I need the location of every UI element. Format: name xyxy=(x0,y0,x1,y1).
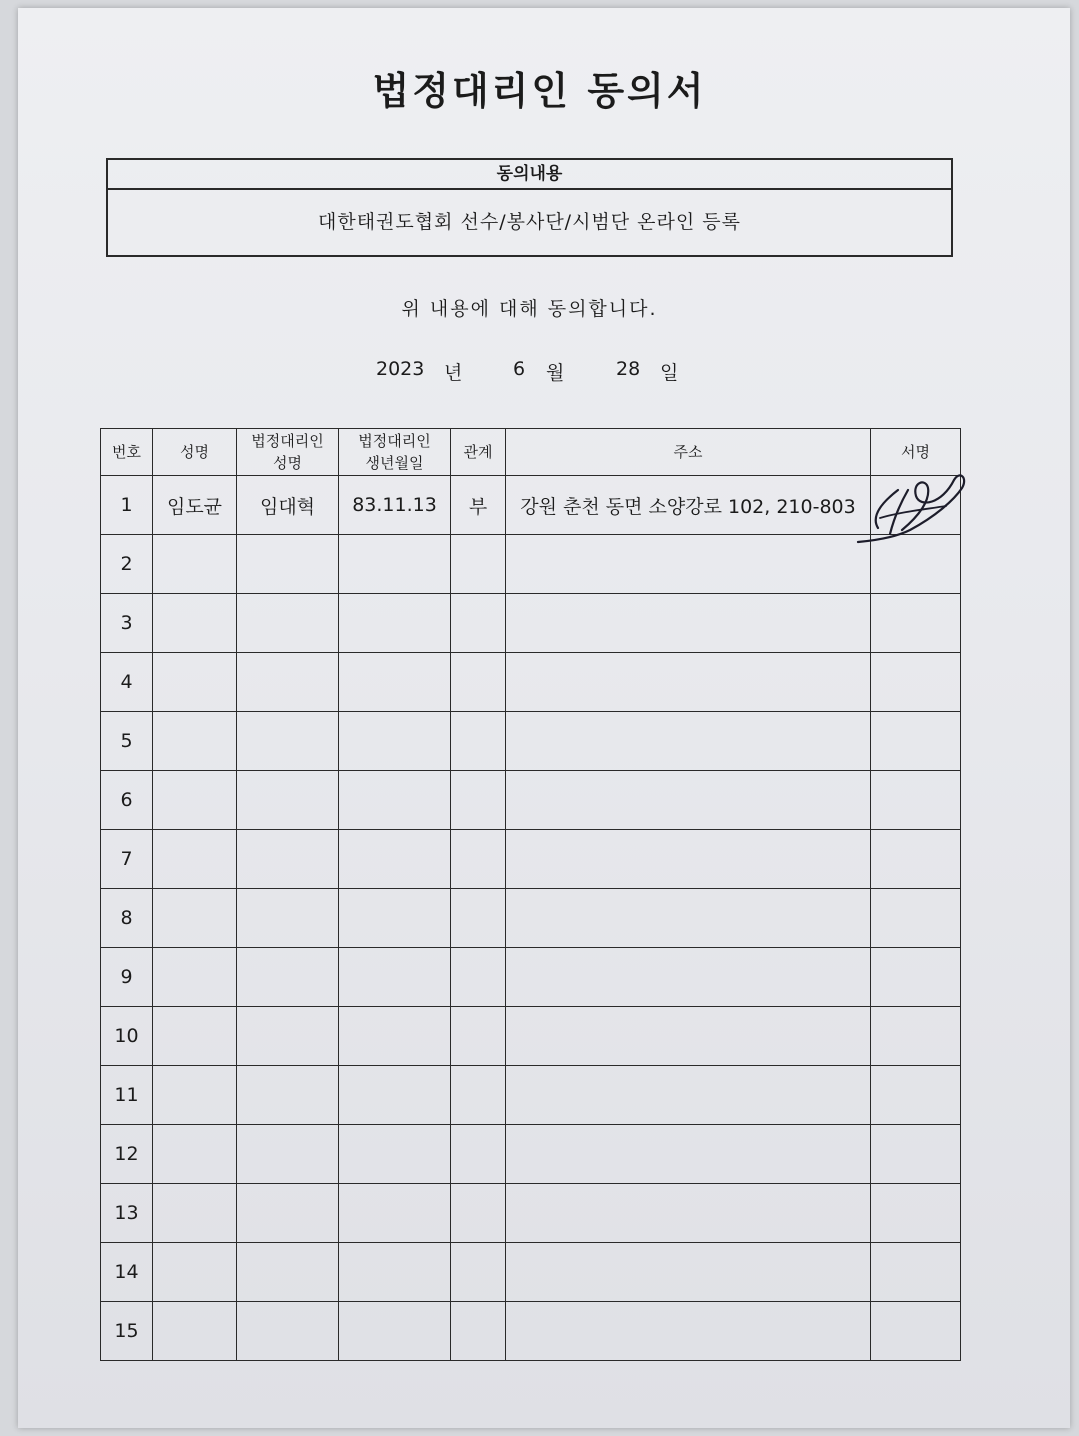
row-guardian-name xyxy=(237,889,339,948)
consent-header: 동의내용 xyxy=(108,160,951,190)
signature-mark xyxy=(850,460,980,550)
row-address xyxy=(506,1007,871,1066)
row-relation xyxy=(451,1302,506,1361)
table-row xyxy=(101,476,961,535)
row-guardian-dob xyxy=(339,830,451,889)
row-guardian-dob xyxy=(339,771,451,830)
row-name xyxy=(153,1066,237,1125)
row-signature-cell xyxy=(871,771,961,830)
guardian-table xyxy=(100,428,961,1361)
date-year: 2023 xyxy=(376,358,425,380)
row-guardian-dob xyxy=(339,653,451,712)
table-row xyxy=(101,594,961,653)
row-address xyxy=(506,653,871,712)
row-address xyxy=(506,948,871,1007)
row-guardian-name xyxy=(237,948,339,1007)
header-address: 주소 xyxy=(506,429,871,476)
consent-content: 대한태권도협회 선수/봉사단/시범단 온라인 등록 xyxy=(317,211,741,233)
row-no: 6 xyxy=(101,771,153,830)
row-guardian-dob xyxy=(339,1125,451,1184)
row-guardian-name xyxy=(237,1007,339,1066)
row-relation xyxy=(451,712,506,771)
row-signature-cell xyxy=(871,1243,961,1302)
row-guardian-dob xyxy=(339,535,451,594)
date-year-unit: 년 xyxy=(444,362,463,384)
row-guardian-dob xyxy=(339,594,451,653)
row-guardian-name xyxy=(237,1302,339,1361)
row-guardian-name xyxy=(237,535,339,594)
header-guardian-name-line2: 성명 xyxy=(273,454,302,472)
row-signature-cell xyxy=(871,712,961,771)
table-row xyxy=(101,889,961,948)
header-guardian-dob xyxy=(339,429,451,476)
date-day: 28 xyxy=(616,358,641,380)
table-row xyxy=(101,712,961,771)
row-no: 15 xyxy=(101,1302,153,1361)
row-guardian-dob xyxy=(339,1302,451,1361)
table-row xyxy=(101,1302,961,1361)
row-no: 11 xyxy=(101,1066,153,1125)
row-no: 4 xyxy=(101,653,153,712)
row-no: 13 xyxy=(101,1184,153,1243)
row-guardian-dob: 83.11.13 xyxy=(339,476,451,535)
row-relation xyxy=(451,653,506,712)
row-relation xyxy=(451,948,506,1007)
row-no: 2 xyxy=(101,535,153,594)
row-name xyxy=(153,948,237,1007)
row-no: 14 xyxy=(101,1243,153,1302)
row-relation xyxy=(451,1243,506,1302)
row-address xyxy=(506,712,871,771)
header-relation: 관계 xyxy=(451,429,506,476)
row-guardian-name xyxy=(237,1184,339,1243)
row-address xyxy=(506,830,871,889)
row-name: 임도균 xyxy=(153,476,237,535)
row-name xyxy=(153,653,237,712)
row-name xyxy=(153,535,237,594)
row-address xyxy=(506,889,871,948)
row-no: 10 xyxy=(101,1007,153,1066)
table-row xyxy=(101,1243,961,1302)
row-address xyxy=(506,1302,871,1361)
row-guardian-dob xyxy=(339,1066,451,1125)
header-name: 성명 xyxy=(153,429,237,476)
table-row xyxy=(101,771,961,830)
row-address xyxy=(506,771,871,830)
row-signature-cell xyxy=(871,1007,961,1066)
row-guardian-name xyxy=(237,594,339,653)
row-name xyxy=(153,1243,237,1302)
row-no: 9 xyxy=(101,948,153,1007)
row-guardian-dob xyxy=(339,1007,451,1066)
row-relation xyxy=(451,594,506,653)
table-row xyxy=(101,1066,961,1125)
row-no: 1 xyxy=(101,476,153,535)
row-no: 12 xyxy=(101,1125,153,1184)
row-relation xyxy=(451,771,506,830)
row-guardian-name xyxy=(237,1066,339,1125)
row-guardian-name xyxy=(237,830,339,889)
document-title: 법정대리인 동의서 xyxy=(372,69,707,113)
row-guardian-dob xyxy=(339,712,451,771)
row-name xyxy=(153,1125,237,1184)
row-signature-cell xyxy=(871,1302,961,1361)
header-signature: 서명 xyxy=(871,429,961,476)
row-no: 7 xyxy=(101,830,153,889)
row-name xyxy=(153,1007,237,1066)
row-relation xyxy=(451,1184,506,1243)
row-name xyxy=(153,1184,237,1243)
row-guardian-dob xyxy=(339,1243,451,1302)
table-row xyxy=(101,948,961,1007)
row-relation xyxy=(451,1007,506,1066)
header-guardian-dob-line1: 법정대리인 xyxy=(358,432,431,450)
row-name xyxy=(153,830,237,889)
table-row xyxy=(101,535,961,594)
row-signature-cell xyxy=(871,830,961,889)
row-address xyxy=(506,535,871,594)
row-name xyxy=(153,1302,237,1361)
row-no: 8 xyxy=(101,889,153,948)
row-name xyxy=(153,771,237,830)
row-relation xyxy=(451,535,506,594)
row-guardian-dob xyxy=(339,1184,451,1243)
table-header-row xyxy=(101,429,961,476)
row-relation xyxy=(451,1066,506,1125)
row-signature-cell xyxy=(871,889,961,948)
row-guardian-name xyxy=(237,712,339,771)
row-address xyxy=(506,594,871,653)
row-name xyxy=(153,712,237,771)
row-guardian-name: 임대혁 xyxy=(237,476,339,535)
date-month-unit: 월 xyxy=(546,362,565,384)
row-relation xyxy=(451,1125,506,1184)
header-guardian-name-line1: 법정대리인 xyxy=(251,432,324,450)
header-no: 번호 xyxy=(101,429,153,476)
row-name xyxy=(153,594,237,653)
row-guardian-name xyxy=(237,653,339,712)
row-address xyxy=(506,1184,871,1243)
agreement-statement: 위 내용에 대해 동의합니다. xyxy=(401,298,658,320)
date-month: 6 xyxy=(513,358,526,380)
row-signature-cell xyxy=(871,1184,961,1243)
row-guardian-name xyxy=(237,1243,339,1302)
table-row xyxy=(101,1184,961,1243)
row-guardian-name xyxy=(237,1125,339,1184)
row-signature-cell xyxy=(871,1066,961,1125)
header-guardian-dob-line2: 생년월일 xyxy=(365,454,424,472)
row-guardian-dob xyxy=(339,889,451,948)
row-guardian-name xyxy=(237,771,339,830)
table-row xyxy=(101,830,961,889)
row-guardian-dob xyxy=(339,948,451,1007)
row-signature-cell xyxy=(871,594,961,653)
row-no: 5 xyxy=(101,712,153,771)
consent-box xyxy=(106,158,953,257)
date-day-unit: 일 xyxy=(660,362,679,384)
table-row xyxy=(101,653,961,712)
row-signature-cell xyxy=(871,948,961,1007)
header-guardian-name xyxy=(237,429,339,476)
row-relation xyxy=(451,830,506,889)
table-row xyxy=(101,1125,961,1184)
table-row xyxy=(101,1007,961,1066)
row-address xyxy=(506,1243,871,1302)
row-relation: 부 xyxy=(451,476,506,535)
row-signature-cell xyxy=(871,653,961,712)
row-address xyxy=(506,1125,871,1184)
row-address: 강원 춘천 동면 소양강로 102, 210-803 xyxy=(506,476,871,535)
row-signature-cell xyxy=(871,1125,961,1184)
row-address xyxy=(506,1066,871,1125)
row-no: 3 xyxy=(101,594,153,653)
row-name xyxy=(153,889,237,948)
row-relation xyxy=(451,889,506,948)
